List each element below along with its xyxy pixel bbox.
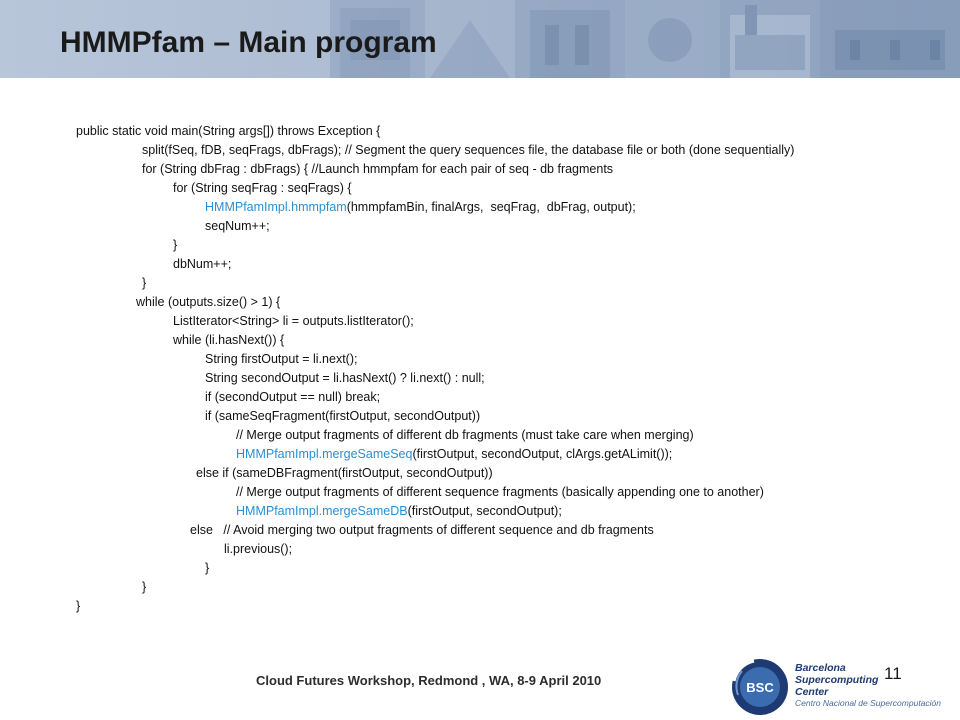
code-line <box>142 274 146 293</box>
code-text: (hmmpfamBin, finalArgs, seqFrag, dbFrag, output); <box>346 200 636 214</box>
code-line <box>136 293 280 312</box>
code-line <box>142 160 613 179</box>
bsc-name-line: Barcelona <box>795 662 846 674</box>
code-line <box>236 426 694 445</box>
code-line <box>205 198 636 217</box>
code-line <box>173 331 284 350</box>
code-line <box>205 217 270 236</box>
code-line <box>173 236 177 255</box>
code-line <box>142 141 794 160</box>
code-line <box>236 445 672 464</box>
code-text: if (sameSeqFragment(firstOutput, secondOutput)) <box>205 409 481 423</box>
code-line <box>236 483 764 502</box>
code-text: else // Avoid merging two output fragments of different sequence and db fragments <box>190 523 654 537</box>
code-line <box>142 578 146 597</box>
code-line <box>173 312 414 331</box>
bsc-logo-icon <box>730 657 790 717</box>
code-text: public static void main(String args[]) throws Exception { <box>76 124 381 138</box>
code-line <box>205 388 380 407</box>
code-text: } <box>205 561 210 575</box>
code-text: // Merge output fragments of different sequence fragments (basically appending one to another) <box>236 485 764 499</box>
code-text: } <box>142 580 147 594</box>
footer-caption: Cloud Futures Workshop, Redmond , WA, 8-9 April 2010 <box>256 673 602 688</box>
code-text: for (String dbFrag : dbFrags) { //Launch hmmpfam for each pair of seq - db fragments <box>142 162 614 176</box>
code-text: while (outputs.size() > 1) { <box>136 295 281 309</box>
code-text: // Merge output fragments of different db fragments (must take care when merging) <box>236 428 694 442</box>
code-text: } <box>142 276 147 290</box>
code-line <box>76 597 80 616</box>
code-text: (firstOutput, secondOutput, clArgs.getALimit()); <box>412 447 673 461</box>
code-line <box>205 369 485 388</box>
bsc-name-line: Supercomputing <box>795 674 879 686</box>
code-text: while (li.hasNext()) { <box>173 333 285 347</box>
code-method-call: HMMPfamImpl.mergeSameSeq <box>236 447 413 461</box>
code-text: seqNum++; <box>205 219 270 233</box>
code-method-call: HMMPfamImpl.hmmpfam <box>205 200 347 214</box>
header-banner <box>0 0 960 78</box>
code-text: else if (sameDBFragment(firstOutput, secondOutput)) <box>196 466 493 480</box>
bsc-subtitle: Centro Nacional de Supercomputación <box>795 698 942 708</box>
code-method-call: HMMPfamImpl.mergeSameDB <box>236 504 408 518</box>
page-number: 11 <box>884 664 902 683</box>
code-text: (firstOutput, secondOutput); <box>407 504 562 518</box>
code-text: for (String seqFrag : seqFrags) { <box>173 181 352 195</box>
bsc-logo-text <box>795 662 960 709</box>
code-line <box>205 407 480 426</box>
code-line <box>196 464 493 483</box>
code-line <box>76 122 380 141</box>
bsc-logo-acronym: BSC <box>746 680 774 695</box>
code-line <box>236 502 562 521</box>
code-line <box>205 559 209 578</box>
code-line <box>224 540 292 559</box>
code-text: ListIterator<String> li = outputs.listIterator(); <box>173 314 414 328</box>
code-block <box>0 118 960 618</box>
code-text: String secondOutput = li.hasNext() ? li.next() : null; <box>205 371 485 385</box>
code-line <box>173 255 231 274</box>
code-text: dbNum++; <box>173 257 232 271</box>
code-text: li.previous(); <box>224 542 293 556</box>
code-line <box>173 179 352 198</box>
bsc-name-line: Center <box>795 686 829 698</box>
code-text: } <box>76 599 81 613</box>
page-title: HMMPfam – Main program <box>60 26 437 59</box>
code-text: split(fSeq, fDB, seqFrags, dbFrags); // Segment the query sequences file, the database file or both (done sequentially) <box>142 143 795 157</box>
code-text: String firstOutput = li.next(); <box>205 352 358 366</box>
code-line <box>190 521 654 540</box>
code-line <box>205 350 357 369</box>
code-text: } <box>173 238 178 252</box>
code-text: if (secondOutput == null) break; <box>205 390 381 404</box>
